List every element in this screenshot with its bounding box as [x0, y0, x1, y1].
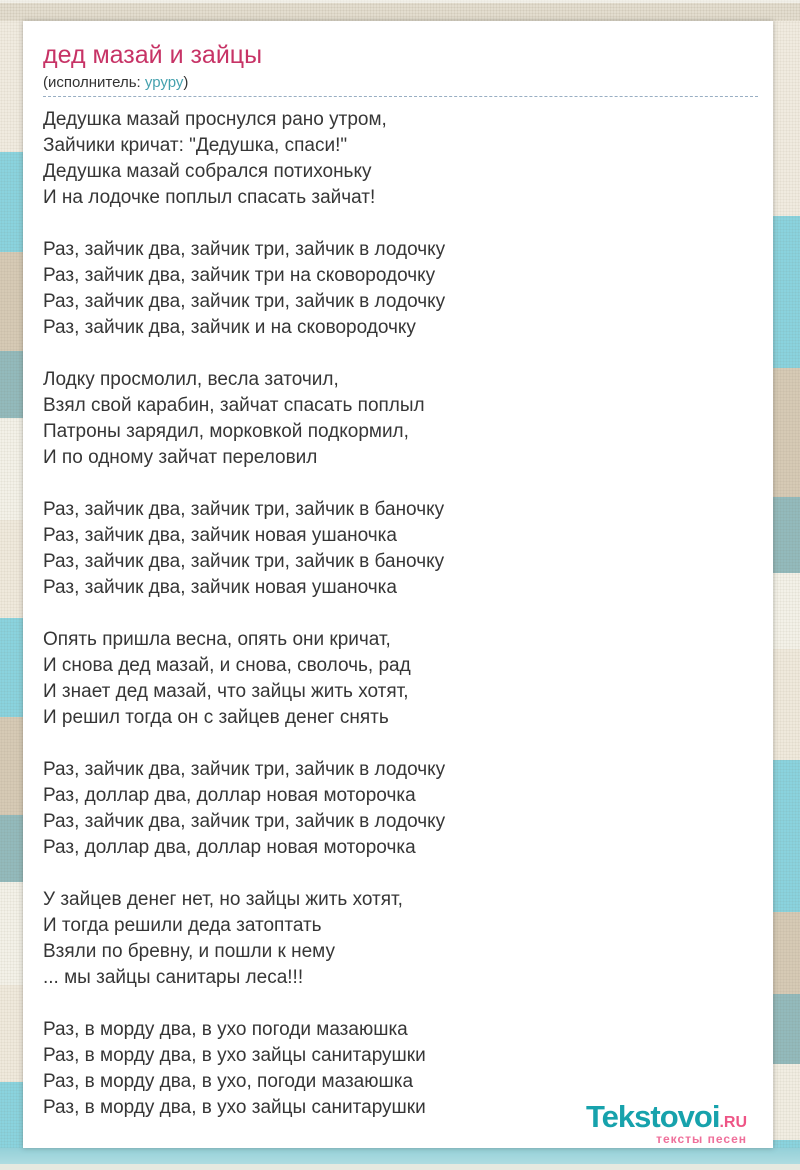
- background-bottom-strip: [0, 1164, 800, 1170]
- background-stripes-right: [773, 0, 800, 1170]
- stanza: [43, 237, 758, 341]
- lyric-line: Раз, в морду два, в ухо, погоди мазаюшка: [43, 1071, 414, 1092]
- lyric-line: Раз, зайчик два, зайчик три, зайчик в баночку: [43, 499, 445, 520]
- lyric-line: Раз, зайчик два, зайчик три, зайчик в баночку: [43, 551, 445, 572]
- lyric-line: Взяли по бревну, и пошли к нему: [43, 941, 335, 962]
- lyric-line: И на лодочке поплыл спасать зайчат!: [43, 187, 376, 208]
- lyric-line: Лодку просмолил, весла заточил,: [43, 369, 339, 390]
- artist-link[interactable]: уруру: [144, 74, 184, 91]
- artist-suffix: ): [183, 74, 189, 91]
- background-stripes-left: [0, 0, 23, 1170]
- background-top-strip: [0, 0, 800, 21]
- logo-tld: .RU: [719, 1114, 747, 1131]
- logo-wordmark: [586, 1101, 747, 1132]
- stanza: [43, 497, 758, 601]
- stanza: [43, 627, 758, 731]
- lyric-line: ... мы зайцы санитары леса!!!: [43, 967, 304, 988]
- lyric-line: И тогда решили деда затоптать: [43, 915, 322, 936]
- logo-text: Tekstovoi: [586, 1099, 720, 1134]
- lyric-line: И знает дед мазай, что зайцы жить хотят,: [43, 681, 409, 702]
- logo-tagline: тексты песен: [656, 1132, 747, 1146]
- stanza: [43, 107, 758, 211]
- stanza: [43, 757, 758, 861]
- site-logo[interactable]: [586, 1101, 747, 1145]
- lyric-line: И снова дед мазай, и снова, сволочь, рад: [43, 655, 411, 676]
- background-bottom-band: [0, 1148, 800, 1164]
- lyric-line: Дедушка мазай проснулся рано утром,: [43, 109, 387, 130]
- lyric-line: Раз, зайчик два, зайчик три, зайчик в лодочку: [43, 291, 446, 312]
- lyric-line: Раз, зайчик два, зайчик новая ушаночка: [43, 525, 397, 546]
- lyric-line: Раз, зайчик два, зайчик три на сковородочку: [43, 265, 436, 286]
- lyric-line: Раз, зайчик два, зайчик три, зайчик в лодочку: [43, 239, 446, 260]
- lyric-line: Опять пришла весна, опять они кричат,: [43, 629, 391, 650]
- lyric-line: Раз, в морду два, в ухо погоди мазаюшка: [43, 1019, 408, 1040]
- lyric-line: И решил тогда он с зайцев денег снять: [43, 707, 389, 728]
- stanza: [43, 367, 758, 471]
- lyric-line: Раз, доллар два, доллар новая моторочка: [43, 837, 416, 858]
- lyric-line: Раз, доллар два, доллар новая моторочка: [43, 785, 416, 806]
- lyric-line: Зайчики кричат: "Дедушка, спаси!": [43, 135, 348, 156]
- lyrics: [43, 107, 758, 1121]
- lyric-line: Взял свой карабин, зайчат спасать поплыл: [43, 395, 425, 416]
- lyric-line: Раз, зайчик два, зайчик три, зайчик в лодочку: [43, 759, 446, 780]
- lyric-line: Раз, зайчик два, зайчик три, зайчик в лодочку: [43, 811, 446, 832]
- song-header: [43, 41, 758, 97]
- lyric-line: Раз, в морду два, в ухо зайцы санитарушки: [43, 1045, 426, 1066]
- content-card: [23, 21, 773, 1148]
- lyric-line: И по одному зайчат переловил: [43, 447, 318, 468]
- lyric-line: Раз, зайчик два, зайчик и на сковородочку: [43, 317, 416, 338]
- page-title: дед мазай и зайцы: [43, 41, 263, 69]
- lyric-line: Дедушка мазай собрался потихоньку: [43, 161, 372, 182]
- lyric-line: У зайцев денег нет, но зайцы жить хотят,: [43, 889, 403, 910]
- lyric-line: Патроны зарядил, морковкой подкормил,: [43, 421, 409, 442]
- stanza: [43, 887, 758, 991]
- artist-line: [43, 73, 758, 93]
- lyric-line: Раз, зайчик два, зайчик новая ушаночка: [43, 577, 397, 598]
- lyric-line: Раз, в морду два, в ухо зайцы санитарушки: [43, 1097, 426, 1118]
- artist-label: (исполнитель:: [43, 74, 145, 91]
